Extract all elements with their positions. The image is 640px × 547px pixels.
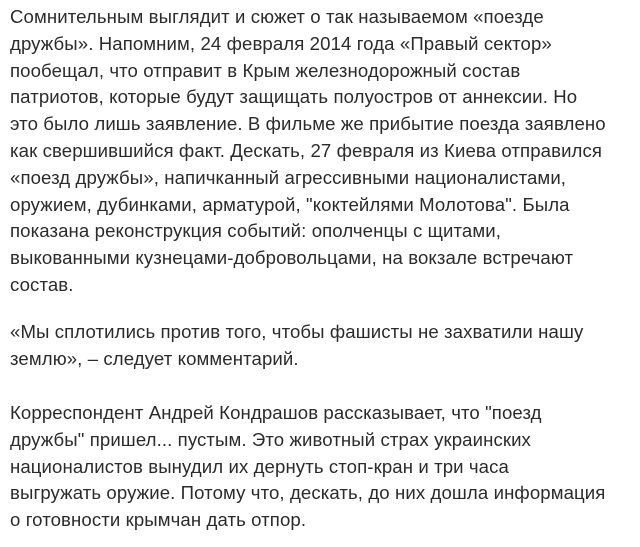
text-line: выкованными кузнецами-добровольцами, на вокзале встречают <box>10 247 574 269</box>
text-line: оружием, дубинками, арматурой, "коктейлями Молотова". Была <box>10 193 570 215</box>
text-line: «поезд дружбы», напичканный агрессивными националистами, <box>10 166 567 188</box>
text-line: «Мы сплотились против того, чтобы фашисты не захватили нашу <box>10 321 584 342</box>
text-line: о готовности крымчан дать отпор. <box>10 509 307 531</box>
text-line: выгружать оружие. Потому что, дескать, до них дошла информация <box>10 482 606 504</box>
text-line: состав. <box>10 273 74 295</box>
text-line: националистов вынудил их дернуть стоп-кран и три часа <box>10 455 509 477</box>
text-line: дружбы». Напомним, 24 февраля 2014 года «Правый сектор» <box>10 32 552 54</box>
text-line: показана реконструкция событий: ополченцы с щитами, <box>10 220 501 242</box>
article-paragraph-2-quote <box>10 319 583 373</box>
text-line: как свершившийся факт. Дескать, 27 февраля из Киева отправился <box>10 139 603 161</box>
article-paragraph-3 <box>10 400 605 534</box>
text-line: землю», – следует комментарий. <box>10 347 299 369</box>
text-line: дружбы" пришел... пустым. Это животный страх украинских <box>10 428 531 450</box>
text-line: Сомнительным выглядит и сюжет о так называемом «поезде <box>10 6 544 27</box>
article-paragraph-1 <box>10 4 606 299</box>
text-line: патриотов, которые будут защищать полуостров от аннексии. Но <box>10 86 578 108</box>
text-line: Корреспондент Андрей Кондрашов рассказывает, что "поезд <box>10 402 542 423</box>
text-line: пообещал, что отправит в Крым железнодорожный состав <box>10 59 521 81</box>
text-line: это было лишь заявление. В фильме же прибытие поезда заявлено <box>10 113 606 135</box>
